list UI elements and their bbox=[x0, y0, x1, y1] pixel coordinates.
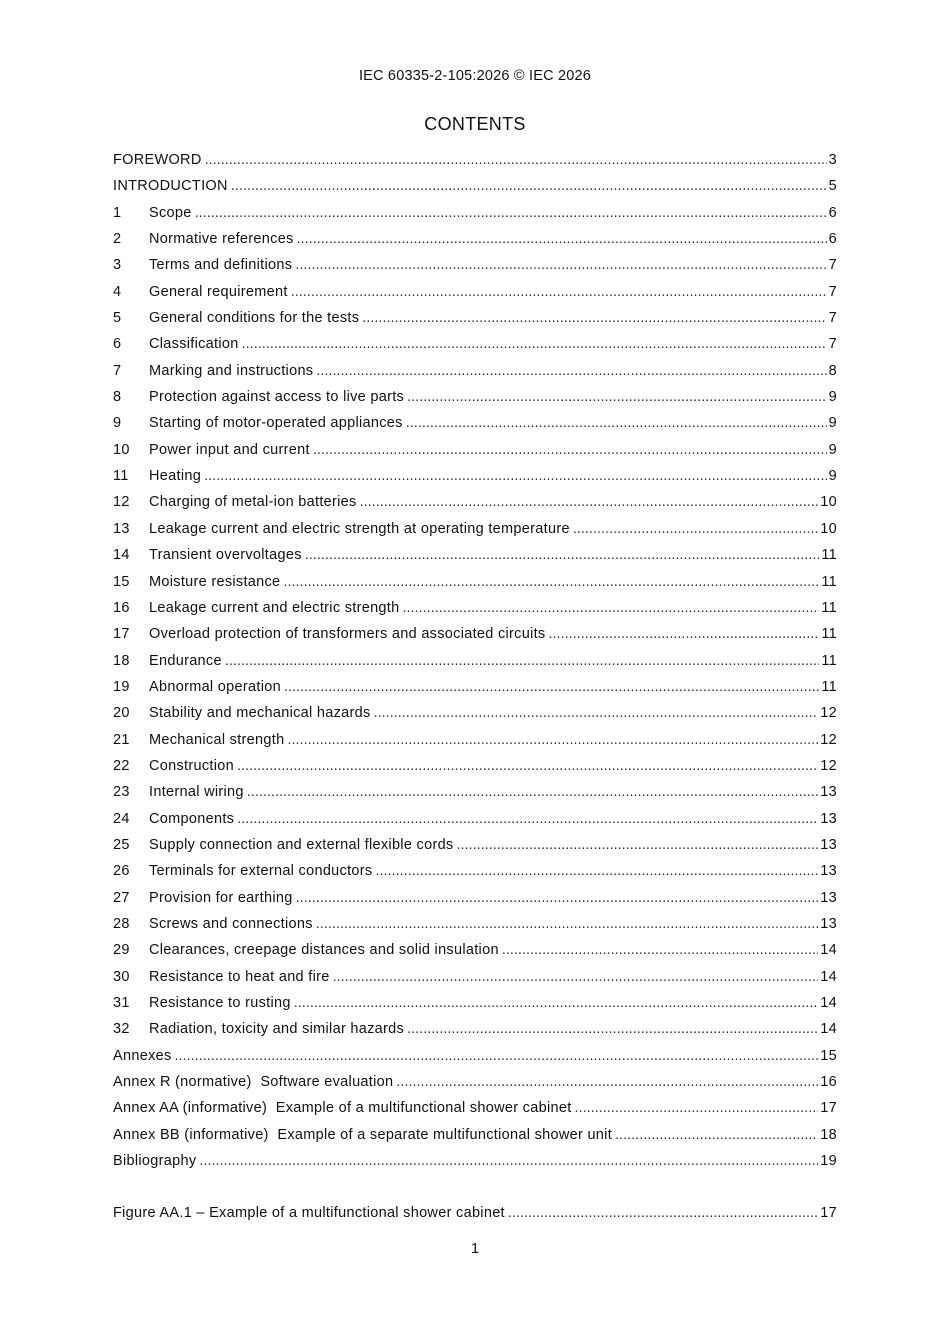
toc-entry-number: 20 bbox=[113, 705, 130, 722]
dot-leader bbox=[175, 1047, 819, 1065]
toc-entry-title: Mechanical strength bbox=[149, 731, 285, 748]
toc-entry-page: 11 bbox=[821, 547, 837, 564]
toc-entry-number: 28 bbox=[113, 915, 130, 932]
dot-leader bbox=[247, 783, 819, 801]
toc-entry-number: 19 bbox=[113, 678, 130, 695]
toc-entry[interactable] bbox=[113, 388, 837, 414]
dot-leader bbox=[237, 757, 818, 775]
table-of-contents bbox=[113, 151, 837, 1178]
toc-entry-page: 17 bbox=[820, 1205, 837, 1221]
toc-entry-page: 9 bbox=[828, 441, 837, 458]
toc-entry-number: 7 bbox=[113, 362, 122, 379]
toc-entry-number: 22 bbox=[113, 757, 130, 774]
toc-entry-title: Abnormal operation bbox=[149, 678, 281, 695]
dot-leader bbox=[573, 520, 818, 538]
toc-entry[interactable] bbox=[113, 441, 837, 467]
toc-entry[interactable] bbox=[113, 414, 837, 440]
toc-entry-title: Transient overvoltages bbox=[149, 547, 302, 564]
toc-entry[interactable] bbox=[113, 652, 837, 678]
toc-entry-title: Protection against access to live parts bbox=[149, 389, 405, 406]
toc-entry-page: 10 bbox=[820, 494, 837, 511]
toc-entry-title: Normative references bbox=[149, 231, 294, 248]
dot-leader bbox=[195, 204, 827, 222]
toc-entry-number: 13 bbox=[113, 520, 130, 537]
toc-entry[interactable] bbox=[113, 599, 837, 625]
toc-entry-number: 9 bbox=[113, 415, 122, 432]
toc-entry[interactable] bbox=[113, 573, 837, 599]
toc-entry[interactable] bbox=[113, 309, 837, 335]
toc-entry[interactable] bbox=[113, 520, 837, 546]
toc-entry[interactable] bbox=[113, 283, 837, 309]
toc-entry-title: Provision for earthing bbox=[149, 889, 293, 906]
toc-entry-number: 24 bbox=[113, 810, 130, 827]
toc-entry-title: Annex AA (informative) Example of a multifunctional shower cabinet bbox=[113, 1100, 572, 1117]
toc-entry-page: 11 bbox=[821, 678, 837, 695]
toc-entry-page: 13 bbox=[820, 863, 837, 880]
dot-leader bbox=[333, 968, 819, 986]
toc-entry[interactable] bbox=[113, 704, 837, 730]
toc-entry-number: 25 bbox=[113, 836, 130, 853]
dot-leader bbox=[362, 309, 826, 327]
toc-entry-page: 7 bbox=[828, 283, 837, 300]
toc-entry-title: Annex BB (informative) Example of a separate multifunctional shower unit bbox=[113, 1126, 613, 1143]
toc-entry-number: 23 bbox=[113, 784, 130, 801]
toc-entry-page: 11 bbox=[821, 573, 837, 590]
dot-leader bbox=[374, 704, 819, 722]
toc-entry-title: General requirement bbox=[149, 283, 288, 300]
toc-entry-page: 12 bbox=[820, 731, 837, 748]
dot-leader bbox=[291, 283, 827, 301]
dot-leader bbox=[403, 599, 820, 617]
toc-entry[interactable] bbox=[113, 731, 837, 757]
toc-entry[interactable] bbox=[113, 915, 837, 941]
toc-entry-title: INTRODUCTION bbox=[113, 178, 228, 195]
toc-entry[interactable] bbox=[113, 836, 837, 862]
toc-entry-title: Radiation, toxicity and similar hazards bbox=[149, 1021, 405, 1038]
page-title: CONTENTS bbox=[424, 114, 526, 134]
toc-entry-page: 12 bbox=[820, 757, 837, 774]
dot-leader bbox=[204, 467, 827, 485]
dot-leader bbox=[548, 625, 819, 643]
toc-entry-title: Annexes bbox=[113, 1047, 172, 1064]
toc-entry-title: Clearances, creepage distances and solid insulation bbox=[149, 942, 499, 959]
dot-leader bbox=[360, 493, 819, 511]
toc-entry[interactable] bbox=[113, 230, 837, 256]
toc-entry[interactable] bbox=[113, 625, 837, 651]
dot-leader bbox=[316, 915, 818, 933]
dot-leader bbox=[231, 177, 827, 195]
toc-entry[interactable] bbox=[113, 335, 837, 361]
toc-entry[interactable] bbox=[113, 467, 837, 493]
toc-entry-page: 14 bbox=[820, 942, 837, 959]
toc-entry-title: Overload protection of transformers and associated circuits bbox=[149, 626, 546, 643]
toc-entry-title: Resistance to heat and fire bbox=[149, 968, 330, 985]
toc-entry-title: Classification bbox=[149, 336, 239, 353]
toc-entry-title: Supply connection and external flexible cords bbox=[149, 836, 454, 853]
toc-entry-title: Construction bbox=[149, 757, 234, 774]
toc-entry[interactable] bbox=[113, 994, 837, 1020]
toc-entry-number: 27 bbox=[113, 889, 130, 906]
toc-entry-title: Starting of motor-operated appliances bbox=[149, 415, 403, 432]
toc-entry[interactable] bbox=[113, 151, 837, 177]
toc-entry[interactable] bbox=[113, 889, 837, 915]
dot-leader bbox=[456, 836, 818, 854]
toc-entry-number: 10 bbox=[113, 441, 130, 458]
figure-entry[interactable] bbox=[113, 1204, 837, 1230]
toc-entry-title: Internal wiring bbox=[149, 784, 244, 801]
toc-entry-title: Bibliography bbox=[113, 1153, 197, 1170]
dot-leader bbox=[508, 1204, 818, 1222]
dot-leader bbox=[316, 362, 826, 380]
dot-leader bbox=[225, 652, 820, 670]
toc-entry[interactable] bbox=[113, 968, 837, 994]
toc-entry[interactable] bbox=[113, 1047, 837, 1073]
toc-entry-number: 17 bbox=[113, 626, 130, 643]
toc-entry-number: 29 bbox=[113, 942, 130, 959]
document-header: IEC 60335-2-105:2026 © IEC 2026 bbox=[358, 68, 592, 84]
toc-entry-title: Terminals for external conductors bbox=[149, 863, 373, 880]
toc-entry-page: 13 bbox=[820, 836, 837, 853]
toc-entry-page: 14 bbox=[820, 1021, 837, 1038]
toc-entry-page: 13 bbox=[820, 915, 837, 932]
dot-leader bbox=[237, 810, 818, 828]
dot-leader bbox=[295, 256, 826, 274]
toc-entry-page: 7 bbox=[828, 336, 837, 353]
dot-leader bbox=[284, 678, 819, 696]
toc-entry-title: Leakage current and electric strength bbox=[149, 599, 400, 616]
toc-entry[interactable] bbox=[113, 1152, 837, 1178]
dot-leader bbox=[294, 994, 819, 1012]
toc-entry[interactable] bbox=[113, 678, 837, 704]
toc-entry-title: General conditions for the tests bbox=[149, 310, 360, 327]
toc-entry-page: 6 bbox=[828, 204, 837, 221]
toc-entry[interactable] bbox=[113, 493, 837, 519]
dot-leader bbox=[242, 335, 827, 353]
dot-leader bbox=[199, 1152, 818, 1170]
toc-entry[interactable] bbox=[113, 941, 837, 967]
toc-entry-title: Marking and instructions bbox=[149, 362, 314, 379]
toc-entry-number: 21 bbox=[113, 731, 130, 748]
dot-leader bbox=[407, 1020, 818, 1038]
toc-entry[interactable] bbox=[113, 1099, 837, 1125]
toc-entry-page: 10 bbox=[820, 520, 837, 537]
toc-entry-title: Power input and current bbox=[149, 441, 310, 458]
toc-entry-number: 11 bbox=[113, 468, 129, 485]
toc-entry-page: 16 bbox=[820, 1074, 837, 1091]
toc-entry[interactable] bbox=[113, 204, 837, 230]
toc-entry-title: Figure AA.1 – Example of a multifunctional shower cabinet bbox=[113, 1205, 505, 1221]
toc-entry-number: 18 bbox=[113, 652, 130, 669]
toc-entry-page: 11 bbox=[821, 626, 837, 643]
toc-entry[interactable] bbox=[113, 810, 837, 836]
toc-entry-page: 13 bbox=[820, 784, 837, 801]
toc-entry-title: Annex R (normative) Software evaluation bbox=[113, 1074, 394, 1091]
toc-entry-number: 2 bbox=[113, 231, 122, 248]
toc-entry-page: 9 bbox=[828, 389, 837, 406]
toc-entry-page: 14 bbox=[820, 995, 837, 1011]
dot-leader bbox=[396, 1073, 818, 1091]
dot-leader bbox=[283, 573, 819, 591]
toc-entry-page: 8 bbox=[828, 362, 837, 379]
toc-entry-number: 14 bbox=[113, 547, 130, 564]
dot-leader bbox=[615, 1126, 818, 1144]
toc-entry-number: 31 bbox=[113, 995, 130, 1011]
toc-entry-title: Heating bbox=[149, 468, 202, 485]
toc-entry-title: FOREWORD bbox=[113, 152, 202, 168]
dot-leader bbox=[305, 546, 820, 564]
toc-entry-title: Scope bbox=[149, 204, 192, 221]
toc-entry[interactable] bbox=[113, 783, 837, 809]
toc-entry-title: Terms and definitions bbox=[149, 257, 293, 274]
toc-entry-page: 19 bbox=[820, 1153, 837, 1170]
toc-entry-title: Endurance bbox=[149, 652, 222, 669]
toc-entry-number: 15 bbox=[113, 573, 130, 590]
toc-entry-number: 6 bbox=[113, 336, 122, 353]
toc-entry-page: 3 bbox=[828, 152, 837, 168]
toc-entry-number: 8 bbox=[113, 389, 122, 406]
toc-entry[interactable] bbox=[113, 546, 837, 572]
toc-entry-number: 32 bbox=[113, 1021, 130, 1038]
dot-leader bbox=[297, 230, 827, 248]
toc-entry-page: 13 bbox=[820, 889, 837, 906]
dot-leader bbox=[313, 441, 827, 459]
toc-entry-page: 9 bbox=[828, 415, 837, 432]
toc-entry-page: 12 bbox=[820, 705, 837, 722]
toc-entry-number: 12 bbox=[113, 494, 130, 511]
toc-entry-page: 14 bbox=[820, 968, 837, 985]
toc-entry-page: 13 bbox=[820, 810, 837, 827]
toc-entry[interactable] bbox=[113, 862, 837, 888]
toc-entry-page: 6 bbox=[828, 231, 837, 248]
toc-entry-page: 17 bbox=[820, 1100, 837, 1117]
toc-entry[interactable] bbox=[113, 1073, 837, 1099]
toc-entry[interactable] bbox=[113, 362, 837, 388]
toc-entry-page: 18 bbox=[820, 1126, 837, 1143]
list-of-figures bbox=[113, 1204, 837, 1230]
toc-entry-title: Resistance to rusting bbox=[149, 995, 291, 1011]
toc-entry-number: 1 bbox=[113, 204, 122, 221]
toc-entry-page: 11 bbox=[821, 652, 837, 669]
dot-leader bbox=[287, 731, 818, 749]
toc-entry[interactable] bbox=[113, 757, 837, 783]
toc-entry[interactable] bbox=[113, 1126, 837, 1152]
toc-entry-page: 7 bbox=[828, 310, 837, 327]
dot-leader bbox=[406, 414, 827, 432]
toc-entry-number: 3 bbox=[113, 257, 122, 274]
toc-entry-number: 4 bbox=[113, 283, 122, 300]
dot-leader bbox=[407, 388, 827, 406]
toc-entry-title: Charging of metal-ion batteries bbox=[149, 494, 357, 511]
toc-entry-page: 5 bbox=[828, 178, 837, 195]
toc-entry-title: Leakage current and electric strength at operating temperature bbox=[149, 520, 570, 537]
toc-entry[interactable] bbox=[113, 256, 837, 282]
dot-leader bbox=[575, 1099, 819, 1117]
toc-entry-title: Components bbox=[149, 810, 235, 827]
dot-leader bbox=[296, 889, 819, 907]
toc-entry-page: 9 bbox=[828, 468, 837, 485]
dot-leader bbox=[502, 941, 818, 959]
toc-entry-number: 5 bbox=[113, 310, 122, 327]
toc-entry-number: 26 bbox=[113, 863, 130, 880]
dot-leader bbox=[205, 151, 827, 169]
toc-entry-page: 7 bbox=[828, 257, 837, 274]
dot-leader bbox=[375, 862, 818, 880]
toc-entry-number: 16 bbox=[113, 599, 130, 616]
toc-entry-title: Moisture resistance bbox=[149, 573, 281, 590]
toc-entry-title: Screws and connections bbox=[149, 915, 313, 932]
toc-entry-number: 30 bbox=[113, 968, 130, 985]
toc-entry[interactable] bbox=[113, 177, 837, 203]
toc-entry[interactable] bbox=[113, 1020, 837, 1046]
toc-entry-title: Stability and mechanical hazards bbox=[149, 705, 371, 722]
toc-entry-page: 11 bbox=[821, 599, 837, 616]
page-number: 1 bbox=[470, 1241, 480, 1257]
toc-entry-page: 15 bbox=[820, 1047, 837, 1064]
